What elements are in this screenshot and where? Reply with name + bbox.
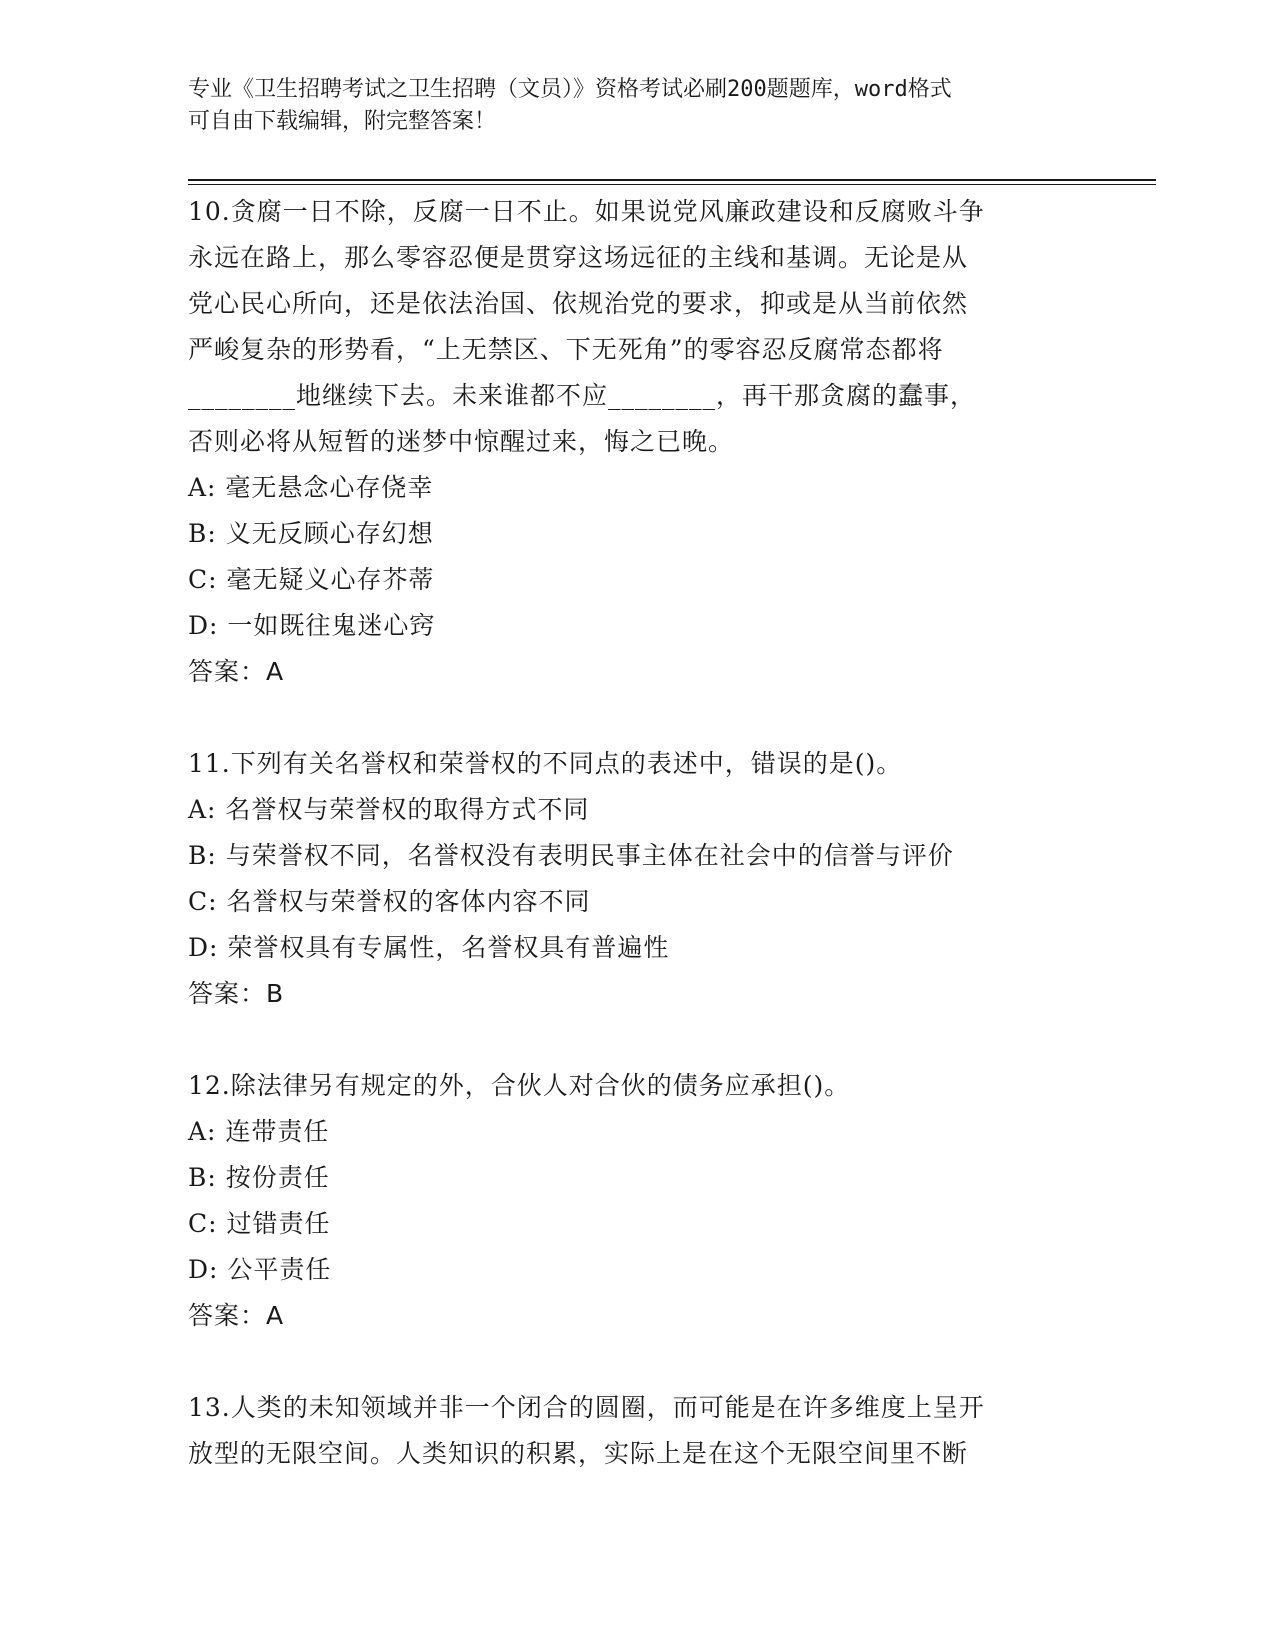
- option-c: C: 名誉权与荣誉权的客体内容不同: [188, 887, 591, 916]
- option-a: A: 毫无悬念心存侥幸: [188, 473, 434, 502]
- question-10: [188, 189, 1078, 695]
- answer-label: 答案：A: [188, 657, 285, 686]
- option-d: D: 荣誉权具有专属性，名誉权具有普遍性: [188, 933, 670, 962]
- question-text-fragment: 地继续下去。未来谁都不应: [296, 381, 609, 410]
- question-spacer: [188, 1339, 1078, 1385]
- header-rule-thin: [188, 184, 1156, 185]
- answer-label: 答案：B: [188, 979, 285, 1008]
- question-text-line: 11.下列有关名誉权和荣誉权的不同点的表述中，错误的是()。: [188, 749, 903, 778]
- question-text-line: 严峻复杂的形势看，“上无禁区、下无死角”的零容忍反腐常态都将: [188, 335, 944, 364]
- question-spacer: [188, 695, 1078, 741]
- option-b: B: 按份责任: [188, 1163, 330, 1192]
- option-a: A: 名誉权与荣誉权的取得方式不同: [188, 795, 590, 824]
- option-b: B: 与荣誉权不同，名誉权没有表明民事主体在社会中的信誉与评价: [188, 841, 954, 870]
- answer-label: 答案：A: [188, 1301, 285, 1330]
- question-text-line: 永远在路上，那么零容忍便是贯穿这场远征的主线和基调。无论是从: [188, 243, 969, 272]
- question-text-fragment: ，再干那贪腐的蠢事，: [716, 381, 977, 410]
- question-text-line-with-blanks: [188, 373, 1078, 419]
- header-line-2: 可自由下载编辑，附完整答案！: [188, 109, 497, 134]
- option-c: C: 毫无疑义心存芥蒂: [188, 565, 435, 594]
- question-text-line: 否则必将从短暂的迷梦中惊醒过来，悔之已晚。: [188, 427, 735, 456]
- question-spacer: [188, 1017, 1078, 1063]
- option-a: A: 连带责任: [188, 1117, 330, 1146]
- question-text-line: 13.人类的未知领域并非一个闭合的圆圈，而可能是在许多维度上呈开: [188, 1393, 985, 1422]
- question-12: [188, 1063, 1078, 1339]
- header-rule-thick: [188, 179, 1156, 181]
- question-13: [188, 1385, 1078, 1477]
- question-text-line: 党心民心所向，还是依法治国、依规治党的要求，抑或是从当前依然: [188, 289, 969, 318]
- question-list: [188, 189, 1078, 1477]
- fill-in-blank-2: ________: [608, 381, 717, 410]
- question-text-line: 10.贪腐一日不除，反腐一日不止。如果说党风廉政建设和反腐败斗争: [188, 197, 985, 226]
- option-b: B: 义无反顾心存幻想: [188, 519, 434, 548]
- option-c: C: 过错责任: [188, 1209, 331, 1238]
- header-line-1: 专业《卫生招聘考试之卫生招聘（文员）》资格考试必刷200题题库，word格式: [188, 77, 952, 102]
- fill-in-blank-1: ________: [188, 381, 296, 410]
- question-text-line: 放型的无限空间。人类知识的积累，实际上是在这个无限空间里不断: [188, 1439, 969, 1468]
- option-d: D: 公平责任: [188, 1255, 332, 1284]
- document-header: [188, 74, 1068, 138]
- question-11: [188, 741, 1078, 1017]
- question-text-line: 12.除法律另有规定的外，合伙人对合伙的债务应承担()。: [188, 1071, 851, 1100]
- option-d: D: 一如既往鬼迷心窍: [188, 611, 436, 640]
